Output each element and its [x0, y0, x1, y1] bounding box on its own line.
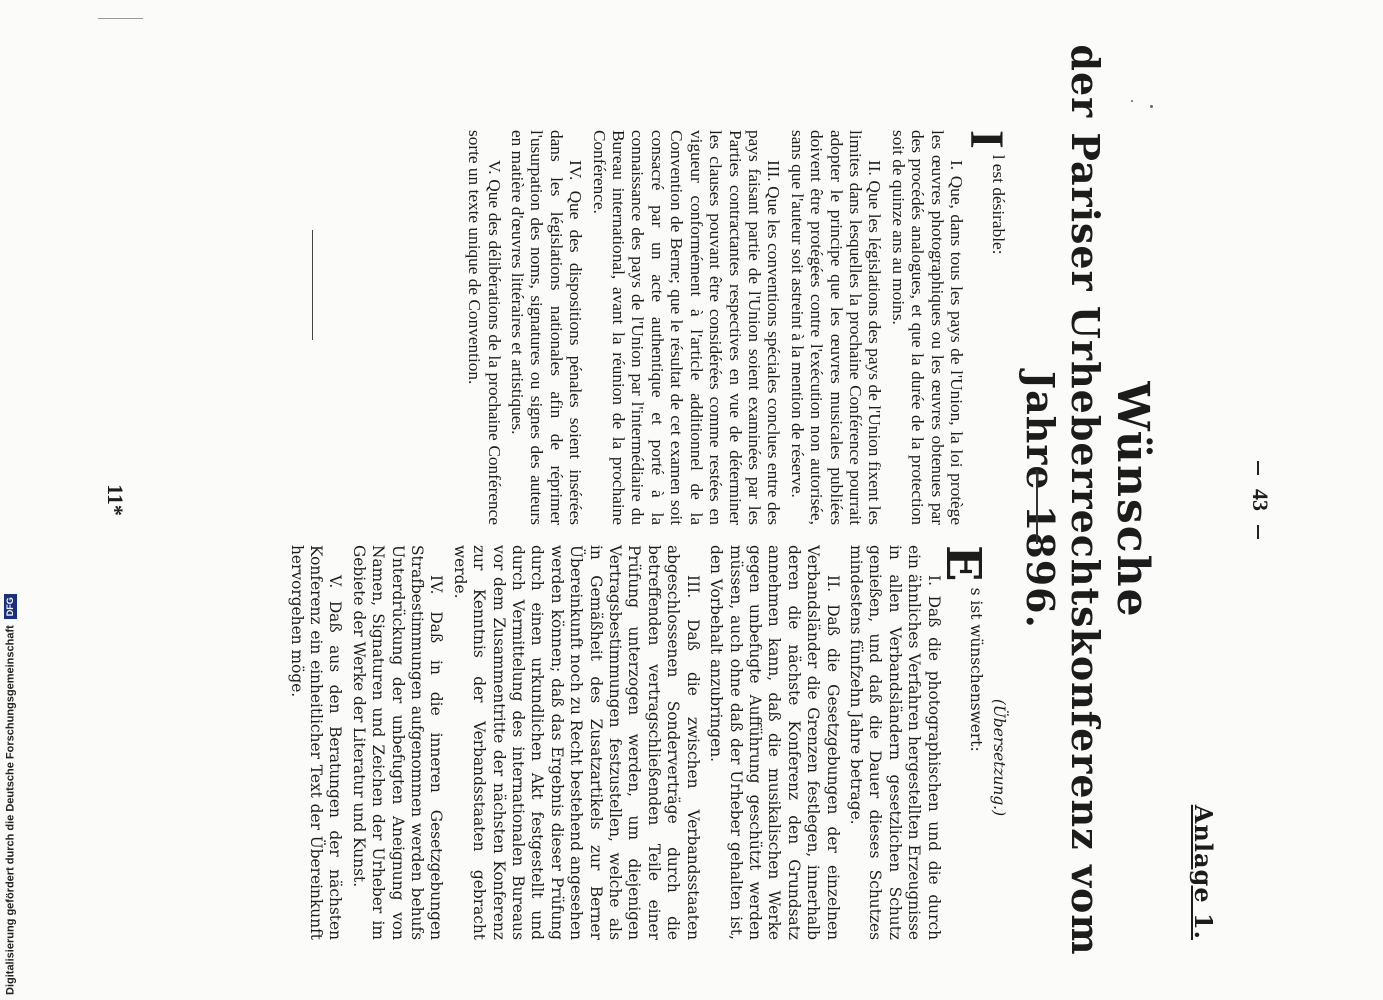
german-paragraph-2: II. Daß die Gesetzgebungen der einzelnen Verbandsländer die Grenzen festlegen, innerhalb deren die nächste Konferenz den Grundsatz annehmen kann, daß die musikalischen Werke gegen unbefugte Aufführung geschützt werden müssen, auch ohne daß der Urheber gehalten ist, den Vorbehalt anzubringen.	[707, 545, 842, 940]
dash-left	[1257, 461, 1259, 475]
german-paragraph-5: V. Daß aus den Beratungen der nächsten Konferenz ein einheitlicher Text der Übereinkunft hervorgehen möge.	[287, 545, 345, 940]
french-paragraph-5: V. Que des délibérations de la prochaine Conférence sorte un texte unique de Convention.	[465, 130, 504, 525]
french-paragraph-1: I. Que, dans tous les pays de l'Union, la loi protège les œuvres photographiques ou les œuvres obtenues par des procédés analogues, et que la durée de la protection soit de quinze ans au moins.	[888, 130, 966, 525]
french-paragraph-3: III. Que les conventions spéciales conclues entre des pays faisant partie de l'Union soient examinées par les Parties contractantes respectives en vue de déterminer les clauses pouvant être considérées comme restées en vigueur conformément à l'article additionnel de la Convention de Berne; que le résultat de cet examen soit consacré par un acte authentique et porté à la connaissance des pays de l'Union par l'intermédiaire du Bureau international, avant la réunion de la prochaine Conférence.	[589, 130, 784, 525]
german-intro-text: s ist wünschenswert:	[966, 587, 985, 752]
dfg-logo: DFG	[4, 594, 17, 619]
title-line-1: Wünsche	[1107, 381, 1158, 619]
annex-label: Anlage 1.	[1189, 804, 1218, 940]
print-speck	[1150, 105, 1153, 108]
print-speck	[1131, 100, 1133, 102]
german-paragraph-1: I. Daß die photographischen und die durch ein ähnliches Verfahren hergestellten Erzeugnisse in allen Verbandsländern gesetzlichen Schutz genießen, und daß die Dauer dieses Schutzes mindestens fünfzehn Jahre betrage.	[846, 545, 943, 940]
german-paragraph-3: III. Daß die zwischen Verbandsstaaten abgeschlossenen Sonderverträge durch die betreffenden vertragschließenden Teile einer Prüfung unterzogen werden, um diejenigen Vertragsbestimmungen festzustellen, welche als in Gemäßheit des Zusatzartikels zur Berner Übereinkunft noch zu Recht bestehend angesehen werden können; daß das Ergebnis dieser Prüfung durch einen urkundlichen Akt festgestellt und durch Vermittelung des internationalen Bureaus vor dem Zusammentritte der nächsten Konferenz zur Kenntnis der Verbandsstaaten gebracht werde.	[450, 545, 702, 940]
page-number	[1247, 0, 1273, 1000]
french-paragraph-4: IV. Que des dispositions pénales soient insérées dans les législations nationales afin de réprimer l'usurpation des noms, signatures ou signes des auteurs en matière d'œuvres littéraires et artistiques.	[508, 130, 586, 525]
margin-mark	[98, 18, 143, 19]
digitization-watermark	[4, 594, 17, 995]
french-paragraph-2: II. Que les législations des pays de l'Union fixent les limites dans lesquelles la prochaine Conférence pourrait adopter le principe que les œuvres musicales publiées doivent être protégées contre l'exécution non autorisée, sans que l'auteur soit astreint à la mention de réserve.	[787, 130, 885, 525]
french-column	[461, 130, 1013, 525]
column-end-rule	[312, 230, 313, 340]
german-dropcap: E	[934, 545, 991, 582]
german-column	[282, 545, 1008, 940]
signature-mark: 11*	[103, 484, 128, 516]
title-line-2: der Pariser Urheberrechtskonferenz vom Jahre 1896.	[1018, 44, 1108, 956]
german-intro	[934, 545, 991, 940]
french-intro	[960, 130, 1013, 525]
french-intro-text: l est désirable:	[989, 154, 1008, 255]
german-paragraph-4: IV. Daß in die inneren Gesetzgebungen Strafbestimmungen aufgenommen werden behufs Unterdrückung der unbefugten Aneignung von Namen, Signaturen und Zeichen der Urheber im Gebiete der Werke der Literatur und Kunst.	[349, 545, 446, 940]
translation-heading: (Übersetzung.)	[990, 698, 1008, 817]
title-rule	[1036, 470, 1038, 544]
page-number-value: 43	[1248, 489, 1273, 511]
watermark-text: Digitalisierung gefördert durch die Deutsche Forschungsgemeinschaft	[4, 625, 17, 995]
french-dropcap: I	[960, 130, 1013, 149]
dash-right	[1257, 525, 1259, 539]
